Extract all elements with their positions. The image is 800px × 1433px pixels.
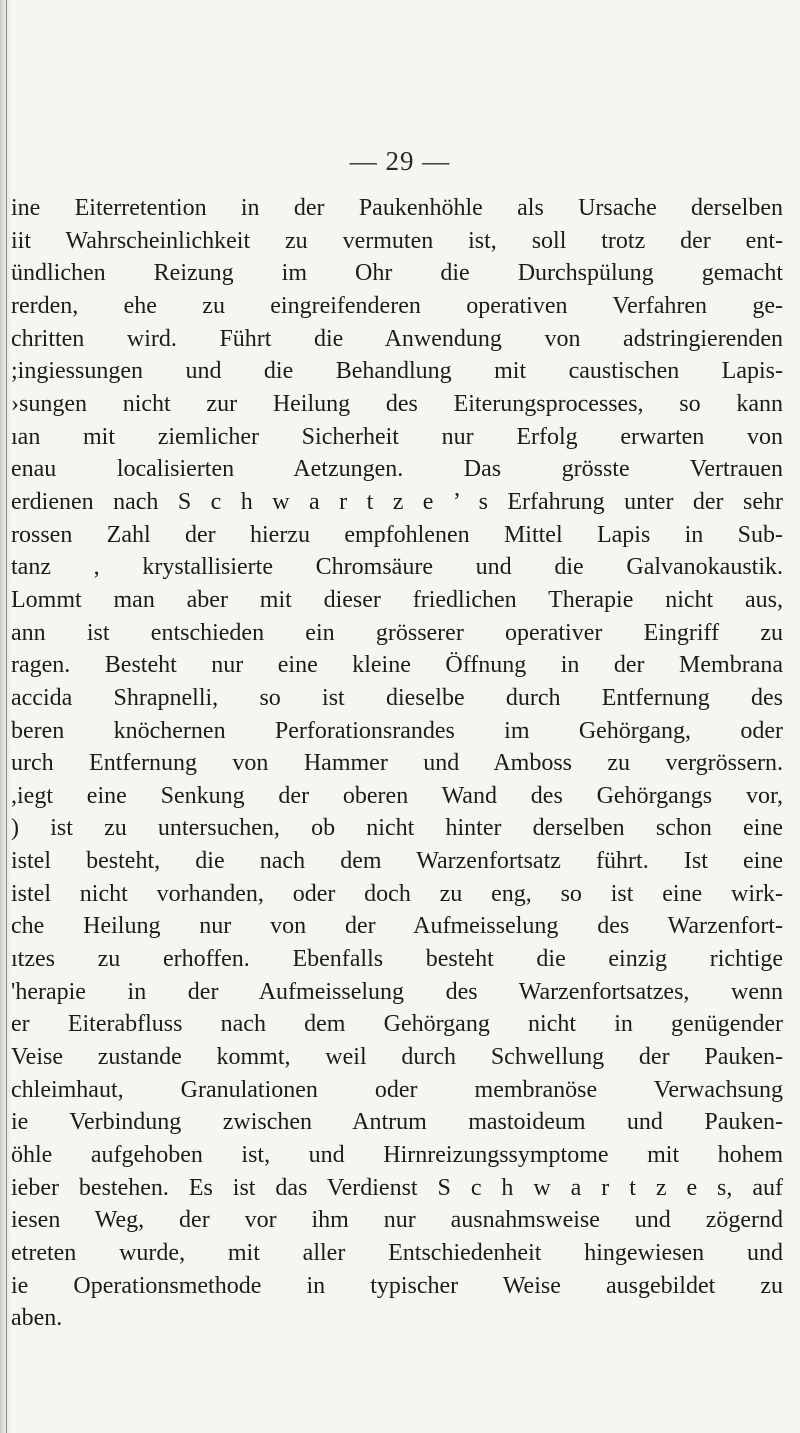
text-line: istel nicht vorhanden, oder doch zu eng, so ist eine wirk- [11,880,783,907]
text-line: istel besteht, die nach dem Warzenfortsatz führt. Ist eine [11,848,783,875]
text-line: tanz , krystallisierte Chromsäure und die Galvanokaustik. [11,554,783,581]
text-line: ündlichen Reizung im Ohr die Durchspülung gemacht [11,260,783,287]
text-line: ıtzes zu erhoffen. Ebenfalls besteht die einzig richtige [11,946,783,973]
text-line: rossen Zahl der hierzu empfohlenen Mittel Lapis in Sub- [11,521,783,548]
text-line: chritten wird. Führt die Anwendung von adstringierenden [11,325,783,352]
text-line: ›sungen nicht zur Heilung des Eiterungsprocesses, so kann [11,390,783,417]
text-line: öhle aufgehoben ist, und Hirnreizungssymptome mit hohem [11,1142,783,1169]
text-line: er Eiterabfluss nach dem Gehörgang nicht in genügender [11,1011,783,1038]
body-text [11,192,783,1335]
text-line: Veise zustande kommt, weil durch Schwellung der Pauken- [11,1044,783,1071]
text-line: accida Shrapnelli, so ist dieselbe durch Entfernung des [11,684,783,711]
text-line: urch Entfernung von Hammer und Amboss zu vergrössern. [11,750,783,777]
text-line: rerden, ehe zu eingreifenderen operativen Verfahren ge- [11,292,783,319]
page-number: — 29 — [349,146,451,176]
text-line: Lommt man aber mit dieser friedlichen Therapie nicht aus, [11,586,783,613]
text-line: erdienen nach S c h w a r t z e ’ s Erfahrung unter der sehr [11,488,783,515]
page-binding-edge [0,0,10,1433]
text-line: ıan mit ziemlicher Sicherheit nur Erfolg erwarten von [11,423,783,450]
text-line: ;ingiessungen und die Behandlung mit caustischen Lapis- [11,358,783,385]
text-line: etreten wurde, mit aller Entschiedenheit hingewiesen und [11,1240,783,1266]
text-line: iit Wahrscheinlichkeit zu vermuten ist, soll trotz der ent- [11,227,783,254]
text-line: ieber bestehen. Es ist das Verdienst S c h w a r t z e s, auf [11,1174,783,1201]
text-line: chleimhaut, Granulationen oder membranöse Verwachsung [11,1076,783,1103]
text-line: enau localisierten Aetzungen. Das grösste Vertrauen [11,456,783,483]
text-line: ie Operationsmethode in typischer Weise ausgebildet zu [11,1272,783,1299]
text-line: aben. [11,1305,63,1332]
text-line: 'herapie in der Aufmeisselung des Warzenfortsatzes, wenn [11,978,783,1005]
text-line: ) ist zu untersuchen, ob nicht hinter derselben schon eine [11,815,783,842]
text-line: ann ist entschieden ein grösserer operativer Eingriff zu [11,619,783,646]
text-line: ,iegt eine Senkung der oberen Wand des Gehörgangs vor, [11,782,783,809]
text-line: ine Eiterretention in der Paukenhöhle als Ursache derselben [11,195,783,221]
text-line: ie Verbindung zwischen Antrum mastoideum und Pauken- [11,1109,783,1136]
text-line: beren knöchernen Perforationsrandes im Gehörgang, oder [11,717,783,744]
text-line: iesen Weg, der vor ihm nur ausnahmsweise und zögernd [11,1207,783,1234]
page-binding-line [6,0,7,1433]
text-line: che Heilung nur von der Aufmeisselung des Warzenfort- [11,913,783,940]
text-line: ragen. Besteht nur eine kleine Öffnung in der Membrana [11,652,783,679]
